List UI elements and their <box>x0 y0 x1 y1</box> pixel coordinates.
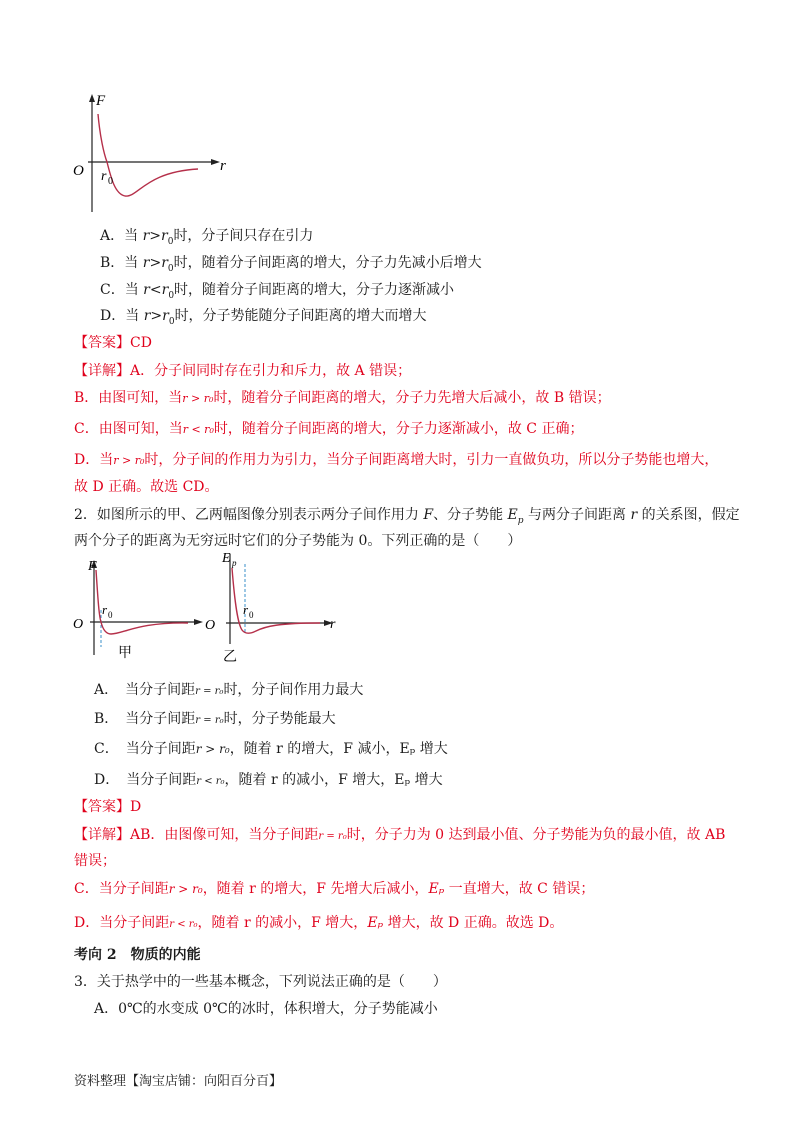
q1-detail-b-pre: B．由图可知，当 <box>74 390 183 406</box>
q1-detail-a-text: A．分子间同时存在引力和斥力，故 A 错误； <box>130 363 412 379</box>
q1-option-b <box>100 252 482 274</box>
q2-option-c-cond: r > r₀ <box>195 742 230 756</box>
q1-detail-b-cond: r > r₀ <box>182 392 214 405</box>
q1-option-a-sub: 0 <box>167 236 174 247</box>
fig1-label-r0: r <box>101 169 107 184</box>
fig-yi-caption: 乙 <box>223 650 237 665</box>
q1-option-a-cmp: > <box>149 228 161 244</box>
fig1-label-r: r <box>220 158 226 174</box>
q1-option-a-text: 时，分子间只存在引力 <box>173 228 314 244</box>
q1-detail-c-pre: C．由图可知，当 <box>74 421 183 437</box>
q1-answer-value: CD <box>130 335 152 351</box>
q2-stem-line1 <box>74 504 740 526</box>
q2-detail-d-ep: Eₚ <box>367 915 384 931</box>
fig1-curve <box>98 114 198 196</box>
q1-option-c-sub: 0 <box>168 290 175 301</box>
q2-option-c-pre: C． 当分子间距 <box>94 741 196 757</box>
fig-yi-label-r0: r <box>243 602 249 617</box>
q1-detail-b-post: 时，随着分子间距离的增大，分子力先增大后减小，故 B 错误； <box>213 390 611 406</box>
q2-stem-d: 的关系图，假定 <box>637 507 740 523</box>
q2-detail-c-ep: Eₚ <box>428 881 445 897</box>
fig-jia-label-r0-sub: 0 <box>108 610 113 620</box>
q2-detail-c-post2: 一直增大，故 C 错误； <box>444 881 595 897</box>
fig1-label-F: F <box>96 93 106 109</box>
q1-option-b-text: 时，随着分子间距离的增大，分子力先减小后增大 <box>173 255 482 271</box>
q1-option-c-var: r <box>143 282 150 298</box>
q2-detail-d-pre: D．当分子间距 <box>74 915 170 931</box>
q1-option-c <box>100 279 454 301</box>
q2-answer-tag: 【答案】 <box>74 799 130 815</box>
fig1-label-O: O <box>73 163 84 179</box>
q2-option-a-pre: A． 当分子间距 <box>94 682 196 698</box>
q1-answer-tag: 【答案】 <box>74 335 130 351</box>
fig-jia-force-graph <box>68 550 208 660</box>
fig-jia-curve <box>96 570 188 634</box>
q2-option-b-cond: r = r₀ <box>195 715 224 726</box>
q1-option-b-pre: B．当 <box>100 255 143 271</box>
q2-detail-tag: 【详解】 <box>74 827 130 843</box>
fig-jia-label-r0: r <box>102 602 108 617</box>
q2-option-b-pre: B． 当分子间距 <box>94 711 196 727</box>
q2-stem-p: p <box>517 515 524 526</box>
q1-detail-b <box>74 387 611 407</box>
fig-yi-energy-graph <box>200 546 360 666</box>
q1-option-c-var2: r <box>161 282 169 298</box>
q1-option-a-var2: r <box>161 228 168 244</box>
q1-option-d-text: 时，分子势能随分子间距离的增大而增大 <box>174 308 427 324</box>
q2-stem-b: 、分子势能 <box>433 507 508 523</box>
q3-option-a: A．0℃的水变成 0℃的冰时，体积增大，分子势能减小 <box>94 1001 438 1017</box>
fig-jia-label-F: F <box>88 559 97 574</box>
fig1-y-arrow <box>89 94 95 102</box>
q1-detail-tag: 【详解】 <box>74 363 130 379</box>
q1-option-b-sub: 0 <box>167 263 174 274</box>
q2-option-c-post: ，随着 r 的增大，F 减小，Eₚ 增大 <box>229 741 448 757</box>
q2-detail-c-cond: r > r₀ <box>168 882 203 896</box>
q1-detail-d-cond: r > r₀ <box>113 454 145 467</box>
q2-stem-line2: 两个分子的距离为无穷远时它们的分子势能为 0。下列正确的是（ ） <box>74 533 522 549</box>
q2-detail-ab-post: 时，分子力为 0 达到最小值、分子势能为负的最小值，故 AB <box>346 827 726 843</box>
q2-detail-ab-pre: AB．由图像可知，当分子间距 <box>130 827 319 843</box>
q2-option-a-cond: r = r₀ <box>195 686 224 697</box>
q2-detail-c <box>74 878 594 898</box>
q2-detail-d <box>74 912 563 932</box>
q2-detail-c-pre: C．当分子间距 <box>74 881 169 897</box>
q2-stem-c: 与两分子间距离 <box>523 507 631 523</box>
q2-option-d-pre: D． 当分子间距 <box>94 772 197 788</box>
q1-option-b-cmp: > <box>149 255 162 271</box>
q2-option-a <box>94 679 363 699</box>
q2-detail-ab-line2: 错误； <box>74 853 116 869</box>
section-title: 考向 2 物质的内能 <box>74 947 201 963</box>
q2-option-d-post: ，随着 r 的减小，F 增大，Eₚ 增大 <box>224 772 443 788</box>
fig-yi-label-r: r <box>330 617 336 632</box>
q2-stem-a: 2．如图所示的甲、乙两幅图像分别表示两分子间作用力 <box>74 507 424 523</box>
q2-detail-ab <box>74 824 725 844</box>
q1-option-d <box>100 305 427 327</box>
q1-option-c-text: 时，随着分子间距离的增大，分子力逐渐减小 <box>174 282 455 298</box>
fig-yi-label-p: p <box>232 558 237 568</box>
q2-answer <box>74 796 141 816</box>
q1-option-b-var: r <box>142 255 150 271</box>
q1-detail-c-post: 时，随着分子间距离的增大，分子力逐渐减小，故 C 正确； <box>213 421 584 437</box>
q1-option-c-pre: C．当 <box>100 282 144 298</box>
q1-detail-d <box>74 449 718 469</box>
fig1-label-r0-sub: 0 <box>108 176 113 187</box>
fig-jia-label-O: O <box>73 617 84 632</box>
q2-detail-d-cond: r < r₀ <box>169 919 198 930</box>
q1-detail-d-post: 时，分子间的作用力为引力，当分子间距离增大时，引力一直做负功，所以分子势能也增大， <box>144 452 719 468</box>
q2-option-d <box>94 769 443 789</box>
q1-answer <box>74 332 152 352</box>
q2-option-b <box>94 708 336 728</box>
q1-option-d-cmp: > <box>150 308 163 324</box>
q1-detail-a <box>74 360 411 380</box>
fig-jia-caption: 甲 <box>118 646 132 660</box>
q1-option-d-pre: D．当 <box>100 308 144 324</box>
fig1-x-arrow <box>211 159 220 165</box>
q2-detail-ab-cond: r = r₀ <box>318 831 347 842</box>
q1-detail-d-pre: D．当 <box>74 452 114 468</box>
q1-option-a-var: r <box>142 228 150 244</box>
q1-detail-d-line2: 故 D 正确。故选 CD。 <box>74 479 219 495</box>
q1-option-d-sub: 0 <box>168 316 175 327</box>
q2-detail-c-post: ，随着 r 的增大，F 先增大后减小， <box>202 881 429 897</box>
fig-yi-label-O: O <box>205 618 216 633</box>
q2-detail-d-post: ，随着 r 的减小，F 增大， <box>197 915 368 931</box>
footer-text: 资料整理【淘宝店铺：向阳百分百】 <box>74 1074 283 1089</box>
q1-option-b-var2: r <box>161 255 168 271</box>
q2-option-d-cond: r < r₀ <box>196 776 225 787</box>
q1-option-c-cmp: < <box>149 282 162 298</box>
q2-option-a-post: 时，分子间作用力最大 <box>223 682 364 698</box>
q2-stem-r: r <box>630 507 638 523</box>
q2-stem-E: E <box>507 507 518 523</box>
q2-option-c <box>94 738 448 758</box>
q2-answer-value: D <box>130 799 142 815</box>
q1-option-a-pre: A．当 <box>100 228 143 244</box>
q1-option-d-var2: r <box>162 308 169 324</box>
fig1-force-graph <box>70 92 240 217</box>
q1-detail-c-cond: r < r₀ <box>182 423 214 436</box>
q2-stem-F: F <box>423 507 434 523</box>
q2-option-b-post: 时，分子势能最大 <box>223 711 336 727</box>
q1-option-d-var: r <box>143 308 151 324</box>
q1-option-a <box>100 225 313 247</box>
q3-stem: 3．关于热学中的一些基本概念，下列说法正确的是（ ） <box>74 974 447 990</box>
fig-yi-label-E: E <box>222 551 231 566</box>
fig-yi-label-r0-sub: 0 <box>249 610 254 620</box>
q2-detail-d-post2: 增大，故 D 正确。故选 D。 <box>383 915 564 931</box>
q1-detail-c <box>74 418 583 438</box>
